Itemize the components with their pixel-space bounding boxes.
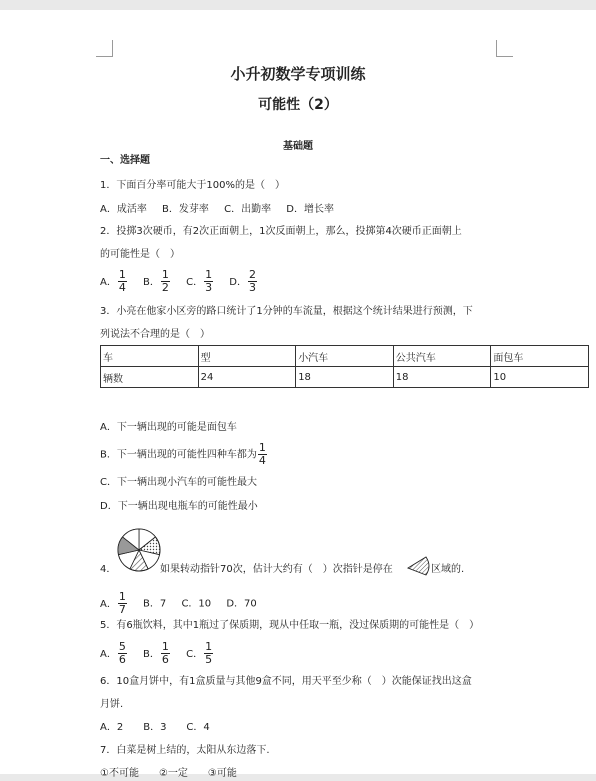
document-subtitle: 可能性（2） xyxy=(258,97,338,113)
vehicle-count-table xyxy=(100,345,589,388)
hatched-sector-icon xyxy=(406,555,432,577)
q1-option-d: D．增长率 xyxy=(286,204,334,215)
document-page xyxy=(0,10,596,779)
q1-option-c: C．出勤率 xyxy=(224,204,272,215)
q1-option-a: A．成活率 xyxy=(100,204,147,215)
question-1-options xyxy=(100,203,334,217)
question-2-options xyxy=(100,269,258,296)
question-2-stem-line2: 的可能性是（ ） xyxy=(100,249,180,260)
table-cell: 型 xyxy=(198,346,296,367)
q4-option-a: A． $\frac{1}{7}$ xyxy=(100,590,126,616)
q5-option-b: B． $\frac{1}{6}$ xyxy=(143,640,169,666)
spinner-wheel-diagram xyxy=(116,527,162,573)
question-4-text: 如果转动指针70次，估计大约有（ ）次指针是停在 xyxy=(160,564,393,575)
q1-option-b: B．发芽率 xyxy=(162,204,209,215)
table-cell: 18 xyxy=(393,367,491,388)
question-7-options: ①不可能 ②一定 ③可能 xyxy=(100,768,237,779)
table-row xyxy=(101,367,589,388)
q4-option-d: D．70 xyxy=(226,598,257,610)
q5-option-c: C． $\frac{1}{5}$ xyxy=(186,640,213,666)
q4-option-c: C．10 xyxy=(181,598,212,610)
section-level-heading: 基础题 xyxy=(283,141,313,152)
q2-option-d: D． $\frac{2}{3}$ xyxy=(229,268,256,294)
table-cell: 面包车 xyxy=(491,346,589,367)
table-cell: 辆数 xyxy=(101,367,199,388)
margin-corner-mark-right xyxy=(496,40,513,57)
margin-corner-mark-left xyxy=(96,40,113,57)
question-3-option-d: D．下一辆出现电瓶车的可能性最小 xyxy=(100,501,258,512)
question-3-option-b: B．下一辆出现的可能性四种车都为 $\frac{1}{4}$ xyxy=(100,441,266,467)
question-3-stem-line2: 列说法不合理的是（ ） xyxy=(100,329,210,340)
question-4-number: 4． xyxy=(100,564,117,575)
table-header-row xyxy=(101,346,589,367)
table-cell: 小汽车 xyxy=(296,346,394,367)
q5-option-a: A． $\frac{5}{6}$ xyxy=(100,640,126,666)
table-cell: 公共汽车 xyxy=(393,346,491,367)
document-title: 小升初数学专项训练 xyxy=(230,65,366,83)
q2-option-c: C． $\frac{1}{3}$ xyxy=(186,268,213,294)
question-3-option-c: C．下一辆出现小汽车的可能性最大 xyxy=(100,477,257,488)
q2-option-b: B． $\frac{1}{2}$ xyxy=(143,268,169,294)
q2-option-a: A． $\frac{1}{4}$ xyxy=(100,268,126,294)
question-6-options: A．2 B．3 C．4 xyxy=(100,722,210,733)
question-5-options xyxy=(100,641,214,668)
table-cell: 24 xyxy=(198,367,296,388)
section-type-heading: 一、选择题 xyxy=(100,155,150,166)
table-cell: 车 xyxy=(101,346,199,367)
question-7-stem: 7．白菜是树上结的，太阳从东边落下. xyxy=(100,745,270,756)
question-6-stem-line1: 6．10盒月饼中，有1盒质量与其他9盒不同，用天平至少称（ ）次能保证找出这盒 xyxy=(100,676,472,687)
question-3-stem-line1: 3．小亮在他家小区旁的路口统计了1分钟的车流量，根据这个统计结果进行预测，下 xyxy=(100,306,473,317)
question-4-text-end: 区域的. xyxy=(431,564,465,575)
question-4-options xyxy=(100,591,257,618)
question-3-option-a: A．下一辆出现的可能是面包车 xyxy=(100,422,237,433)
question-1-stem: 1．下面百分率可能大于100%的是（ ） xyxy=(100,180,285,191)
table-cell: 10 xyxy=(491,367,589,388)
q4-option-b: B．7 xyxy=(143,598,167,610)
question-6-stem-line2: 月饼. xyxy=(100,699,124,710)
question-2-stem-line1: 2．投掷3次硬币，有2次正面朝上，1次反面朝上，那么，投掷第4次硬币正面朝上 xyxy=(100,226,462,237)
question-5-stem: 5．有6瓶饮料，其中1瓶过了保质期，现从中任取一瓶，没过保质期的可能性是（ ） xyxy=(100,620,480,631)
table-cell: 18 xyxy=(296,367,394,388)
